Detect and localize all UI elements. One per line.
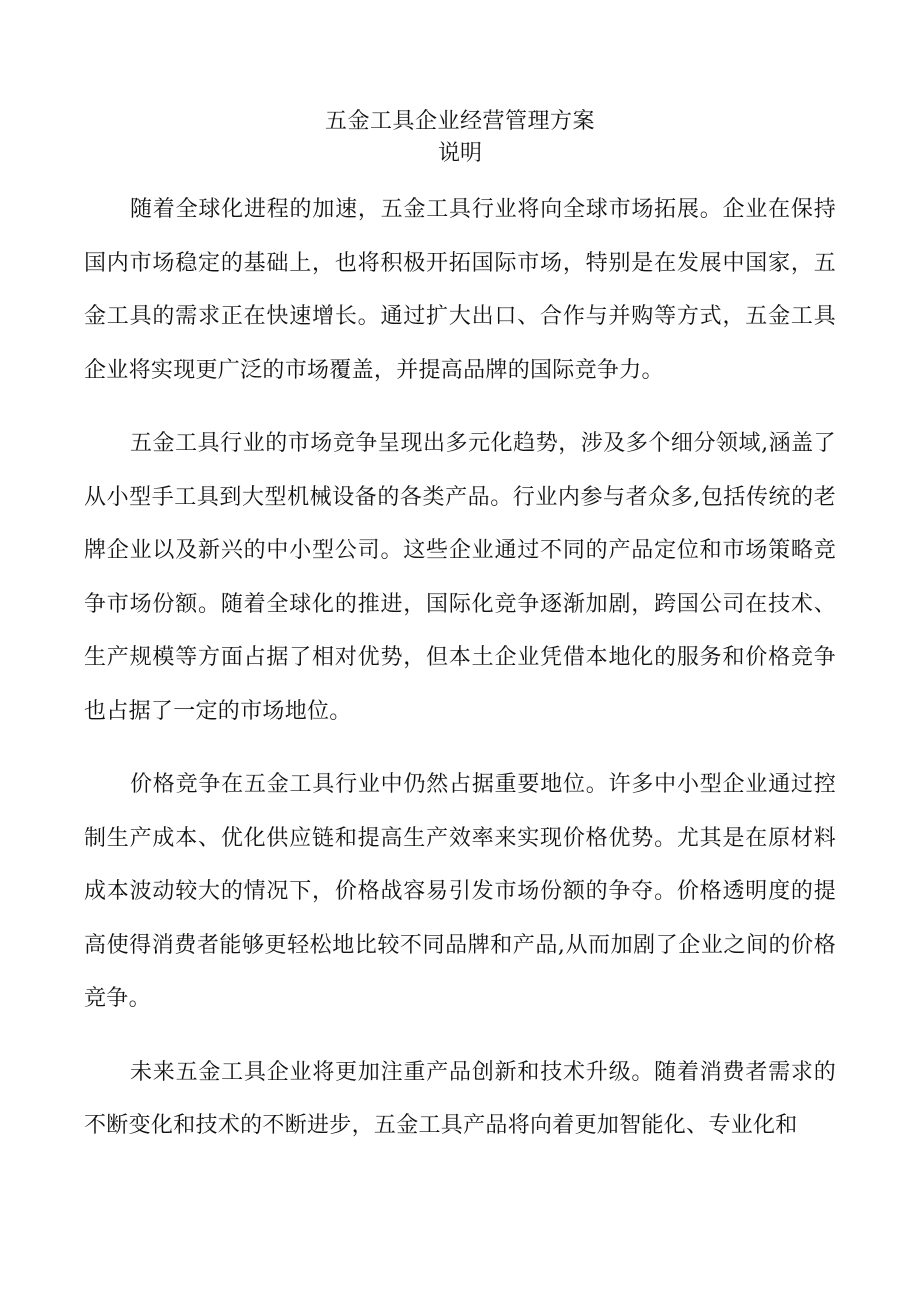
paragraph-1: 随着全球化进程的加速，五金工具行业将向全球市场拓展。企业在保持国内市场稳定的基础上，也将积极开拓国际市场，特别是在发展中国家，五金工具的需求正在快速增长。通过扩大出口、合作与并购等方式，五金工具企业将实现更广泛的市场覆盖，并提高品牌的国际竞争力。 (84, 197, 836, 383)
document-body (84, 183, 836, 1173)
document-title: 五金工具企业经营管理方案 (324, 109, 595, 134)
paragraph-2: 五金工具行业的市场竞争呈现出多元化趋势，涉及多个细分领域,涵盖了从小型手工具到大型机械设备的各类产品。行业内参与者众多,包括传统的老牌企业以及新兴的中小型公司。这些企业通过不同的产品定位和市场策略竞争市场份额。随着全球化的推进，国际化竞争逐渐加剧，跨国公司在技术、生产规模等方面占据了相对优势，但本土企业凭借本地化的服务和价格竞争也占据了一定的市场地位。 (84, 431, 836, 724)
paragraph-4: 未来五金工具企业将更加注重产品创新和技术升级。随着消费者需求的不断变化和技术的不断进步，五金工具产品将向着更加智能化、专业化和 (84, 1059, 836, 1138)
document-subtitle: 说明 (437, 141, 482, 166)
paragraph-3: 价格竞争在五金工具行业中仍然占据重要地位。许多中小型企业通过控制生产成本、优化供应链和提高生产效率来实现价格优势。尤其是在原材料成本波动较大的情况下，价格战容易引发市场份额的争夺。价格透明度的提高使得消费者能够更轻松地比较不同品牌和产品,从而加剧了企业之间的价格竞争。 (84, 772, 836, 1011)
